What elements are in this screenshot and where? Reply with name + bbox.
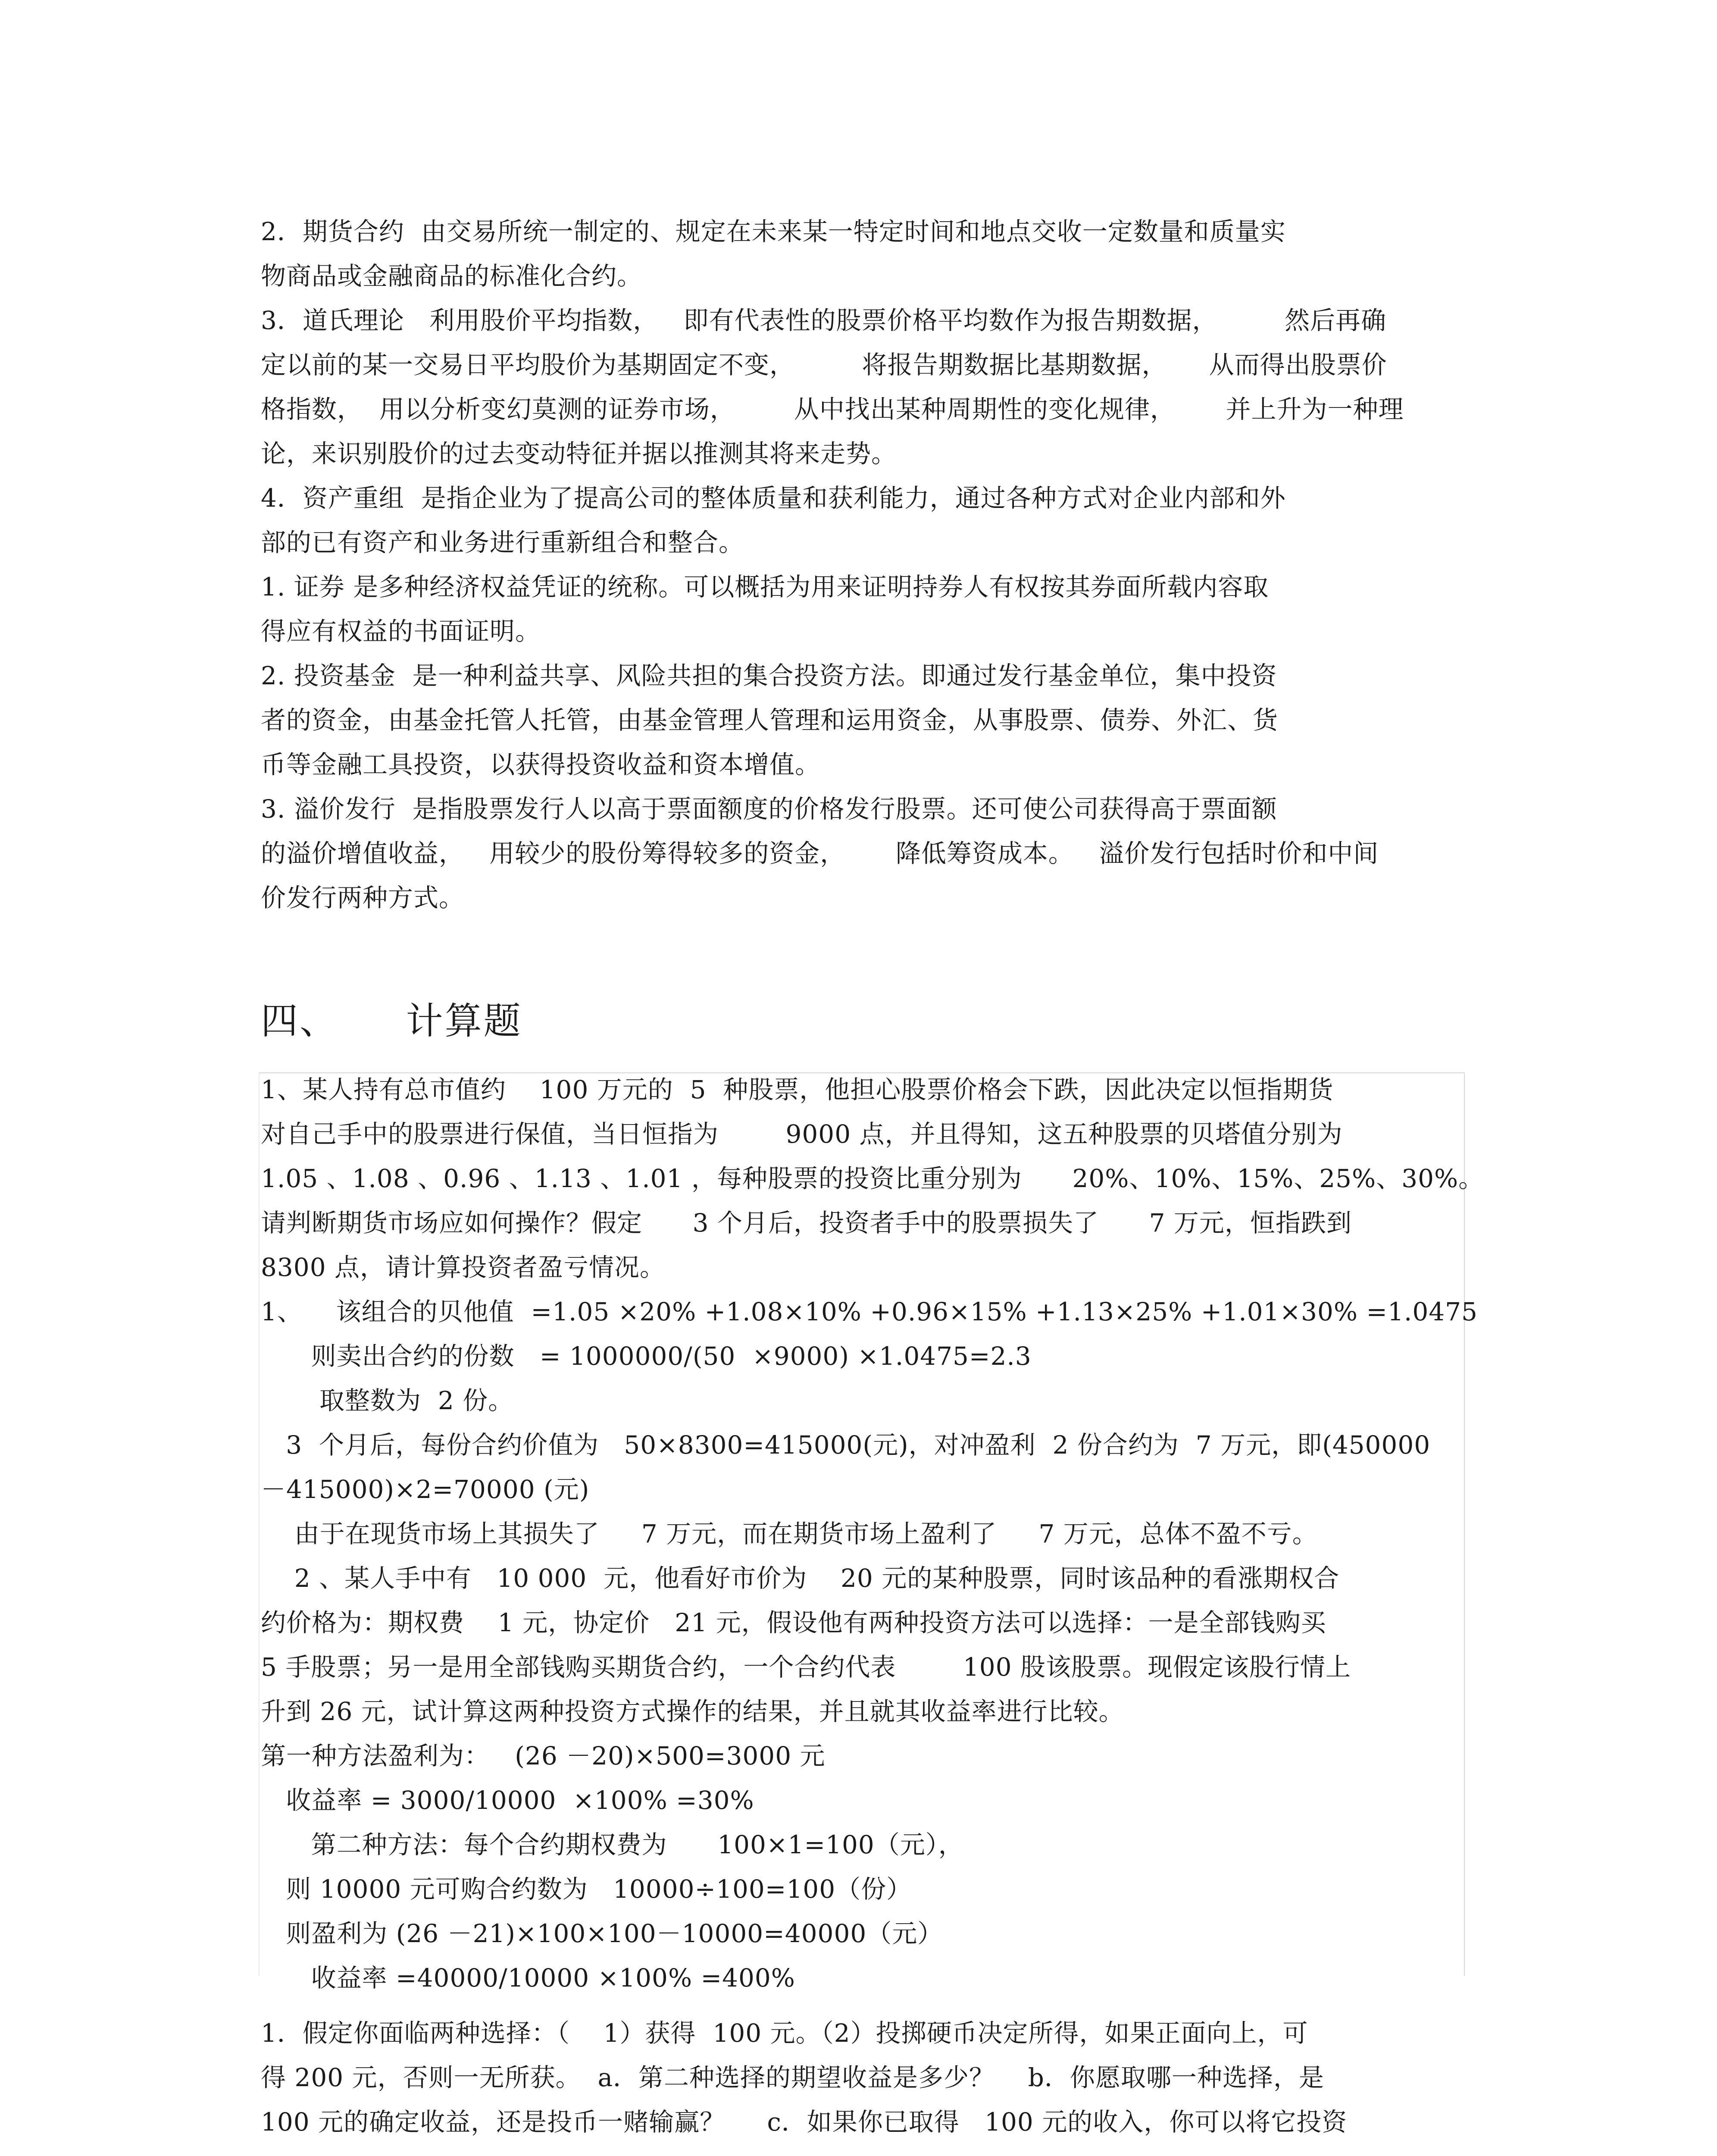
calculation-line: 升到 26 元，试计算这两种投资方式操作的结果，并且就其收益率进行比较。 — [261, 1697, 1124, 1726]
calculation-line: 则卖出合约的份数 = 1000000/(50 ×9000) ×1.0475=2.3 — [261, 1341, 1032, 1371]
calculation-line: 收益率 = 3000/10000 ×100% =30% — [261, 1786, 754, 1815]
calculation-line: 3 个月后，每份合约价值为 50×8300=415000(元)，对冲盈利 2 份合约为 7 万元，即(450000 — [261, 1430, 1431, 1460]
definition-line: 价发行两种方式。 — [261, 883, 465, 912]
definition-line: 3．道氏理论 利用股价平均指数， 即有代表性的股票价格平均数作为报告期数据， 然后再确 — [261, 306, 1387, 335]
calculation-line: 5 手股票；另一是用全部钱购买期货合约，一个合约代表 100 股该股票。现假定该股行情上 — [261, 1652, 1351, 1682]
calculation-line: －415000)×2=70000 (元) — [261, 1475, 590, 1504]
calculation-line: 则盈利为 (26 －21)×100×100－10000=40000（元） — [261, 1919, 943, 1948]
section-heading: 四、 计算题 — [261, 1000, 522, 1043]
definition-line: 的溢价增值收益， 用较少的股份筹得较多的资金， 降低筹资成本。 溢价发行包括时价和中间 — [261, 839, 1379, 868]
definition-line: 定以前的某一交易日平均股价为基期固定不变， 将报告期数据比基期数据， 从而得出股票价 — [261, 350, 1387, 379]
definition-line: 部的已有资产和业务进行重新组合和整合。 — [261, 528, 744, 557]
calculation-line: 2 、某人手中有 10 000 元，他看好市价为 20 元的某种股票，同时该品种的看涨期权合 — [261, 1564, 1340, 1593]
calculation-line: 取整数为 2 份。 — [261, 1386, 514, 1415]
calculation-line: 对自己手中的股票进行保值，当日恒指为 9000 点，并且得知，这五种股票的贝塔值分别为 — [261, 1119, 1343, 1149]
calculation-line: 请判断期货市场应如何操作？假定 3 个月后，投资者手中的股票损失了 7 万元，恒指跌到 — [261, 1208, 1352, 1238]
calculation-line: 1、某人持有总市值约 100 万元的 5 种股票，他担心股票价格会下跌，因此决定以恒指期货 — [261, 1075, 1334, 1104]
definition-line: 物商品或金融商品的标准化合约。 — [261, 261, 643, 291]
calculation-line: 1、 该组合的贝他值 =1.05 ×20% +1.08×10% +0.96×15% +1.13×25% +1.01×30% =1.0475 — [261, 1297, 1478, 1326]
definition-line: 3. 溢价发行 是指股票发行人以高于票面额度的价格发行股票。还可使公司获得高于票面额 — [261, 794, 1277, 824]
definition-line: 币等金融工具投资，以获得投资收益和资本增值。 — [261, 750, 821, 779]
definition-line: 1. 证券 是多种经济权益凭证的统称。可以概括为用来证明持券人有权按其券面所载内容取 — [261, 572, 1269, 602]
calculation-line: 约价格为：期权费 1 元，协定价 21 元，假设他有两种投资方法可以选择：一是全部钱购买 — [261, 1608, 1326, 1637]
definition-line: 格指数， 用以分析变幻莫测的证券市场， 从中找出某种周期性的变化规律， 并上升为一种理 — [261, 395, 1404, 424]
calculation-line: 8300 点，请计算投资者盈亏情况。 — [261, 1253, 666, 1282]
calculation-line: 第二种方法：每个合约期权费为 100×1=100（元）， — [261, 1830, 964, 1859]
definition-line: 论，来识别股价的过去变动特征并据以推测其将来走势。 — [261, 439, 897, 468]
calculation-line: 收益率 =40000/10000 ×100% =400% — [261, 1963, 795, 1993]
question-line: 1．假定你面临两种选择：（ 1）获得 100 元。（2）投掷硬币决定所得，如果正面向上，可 — [261, 2018, 1308, 2048]
calculation-line: 第一种方法盈利为： (26 －20)×500=3000 元 — [261, 1741, 826, 1771]
definition-line: 4．资产重组 是指企业为了提高公司的整体质量和获利能力，通过各种方式对企业内部和外 — [261, 483, 1286, 513]
question-line: 100 元的确定收益，还是投币一赌输赢？ c．如果你已取得 100 元的收入，你可以将它投资 — [261, 2107, 1348, 2137]
definition-line: 2．期货合约 由交易所统一制定的、规定在未来某一特定时间和地点交收一定数量和质量实 — [261, 217, 1286, 246]
definition-line: 得应有权益的书面证明。 — [261, 617, 541, 646]
definition-line: 者的资金，由基金托管人托管，由基金管理人管理和运用资金，从事股票、债券、外汇、货 — [261, 705, 1279, 735]
calculation-line: 则 10000 元可购合约数为 10000÷100=100（份） — [261, 1874, 912, 1904]
question-line: 得 200 元，否则一无所获。 a．第二种选择的期望收益是多少？ b．你愿取哪一种选择，是 — [261, 2063, 1324, 2092]
definition-line: 2. 投资基金 是一种利益共享、风险共担的集合投资方法。即通过发行基金单位，集中投资 — [261, 661, 1277, 690]
calculation-line: 由于在现货市场上其损失了 7 万元，而在期货市场上盈利了 7 万元，总体不盈不亏。 — [261, 1519, 1318, 1548]
calculation-line: 1.05 、1.08 、0.96 、1.13 、1.01 ，每种股票的投资比重分别为 20%、10%、15%、25%、30%。 — [261, 1164, 1484, 1193]
